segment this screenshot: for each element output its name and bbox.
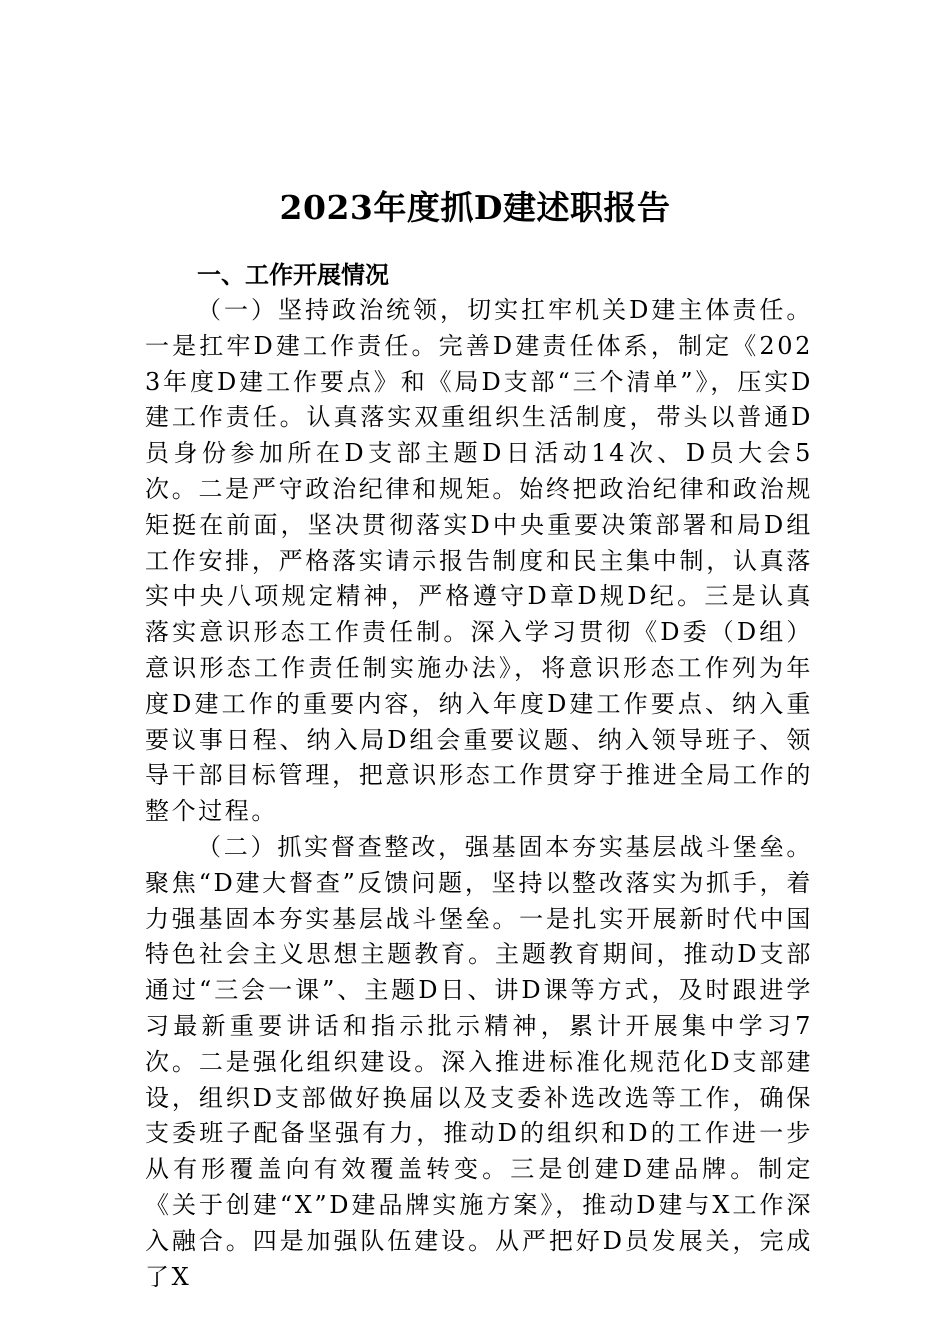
section-heading: 一、工作开展情况	[197, 261, 389, 289]
document-body	[145, 293, 813, 1295]
document-title: 2023年度抓D建述职报告	[279, 188, 671, 228]
paragraph-2: （二）抓实督查整改，强基固本夯实基层战斗堡垒。聚焦“D建大督查”反馈问题，坚持以整改落实为抓手，着力强基固本夯实基层战斗堡垒。一是扎实开展新时代中国特色社会主义思想主题教育。主题教育期间，推动D支部通过“三会一课”、主题D日、讲D课等方式，及时跟进学习最新重要讲话和指示批示精神，累计开展集中学习7次。二是强化组织建设。深入推进标准化规范化D支部建设，组织D支部做好换届以及支委补选改选等工作，确保支委班子配备坚强有力，推动D的组织和D的工作进一步从有形覆盖向有效覆盖转变。三是创建D建品牌。制定《关于创建“X”D建品牌实施方案》，推动D建与X工作深入融合。四是加强队伍建设。从严把好D员发展关，完成了X	[145, 832, 813, 1291]
paragraph-1: （一）坚持政治统领，切实扛牢机关D建主体责任。一是扛牢D建工作责任。完善D建责任体系，制定《2023年度D建工作要点》和《局D支部“三个清单”》，压实D建工作责任。认真落实双重组织生活制度，带头以普通D员身份参加所在D支部主题D日活动14次、D员大会5次。二是严守政治纪律和规矩。始终把政治纪律和政治规矩挺在前面，坚决贯彻落实D中央重要决策部署和局D组工作安排，严格落实请示报告制度和民主集中制，认真落实中央八项规定精神，严格遵守D章D规D纪。三是认真落实意识形态工作责任制。深入学习贯彻《D委（D组）意识形态工作责任制实施办法》，将意识形态工作列为年度D建工作的重要内容，纳入年度D建工作要点、纳入重要议事日程、纳入局D组会重要议题、纳入领导班子、领导干部目标管理，把意识形态工作贯穿于推进全局工作的整个过程。	[145, 296, 813, 826]
